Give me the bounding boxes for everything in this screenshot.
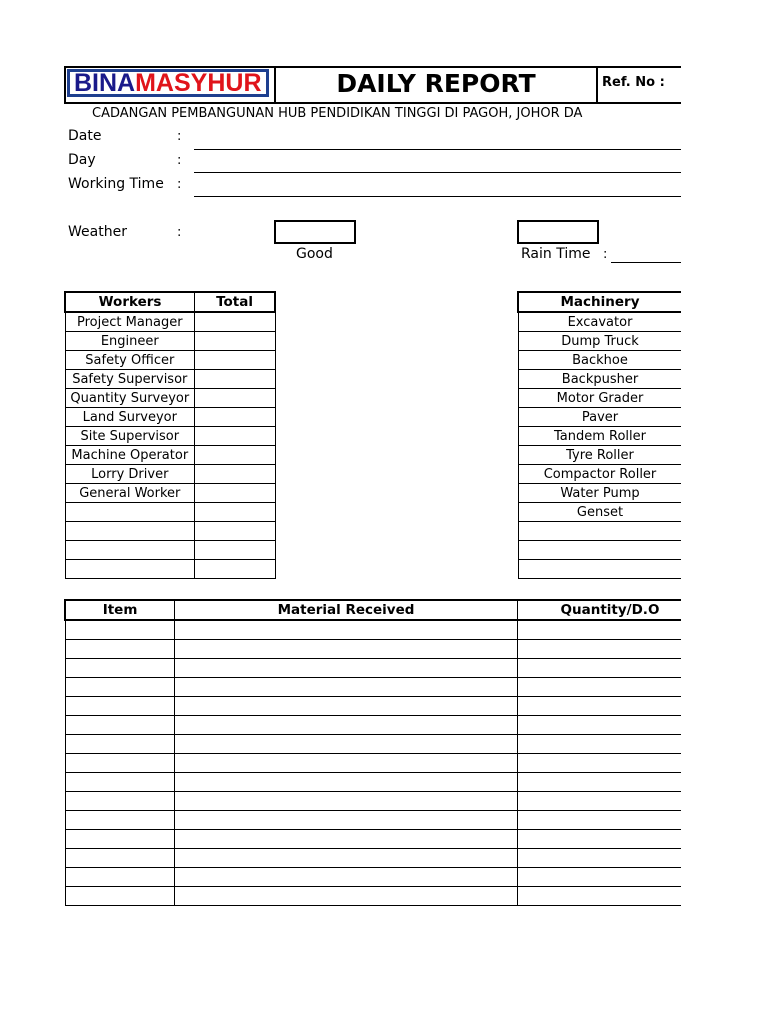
machinery-row [518,332,681,351]
worker-role-cell: Machine Operator [65,446,195,465]
date-field[interactable] [194,149,681,150]
machinery-row [518,446,681,465]
quantity-cell[interactable] [517,659,681,678]
workers-row [65,560,275,579]
item-cell[interactable] [65,868,175,887]
weather-good-label: Good [296,246,333,262]
quantity-cell[interactable] [517,773,681,792]
worker-total-cell[interactable] [195,560,275,579]
machinery-row [518,484,681,503]
material-cell[interactable] [175,887,518,906]
day-field[interactable] [194,172,681,173]
worker-role-cell: Site Supervisor [65,427,195,446]
material-row [65,735,681,754]
material-table [64,599,681,906]
item-cell[interactable] [65,697,175,716]
material-cell[interactable] [175,640,518,659]
machinery-row [518,351,681,370]
quantity-cell[interactable] [517,811,681,830]
workers-row [65,427,275,446]
worker-total-cell[interactable] [195,427,275,446]
worker-role-cell: Quantity Surveyor [65,389,195,408]
machinery-header: Machinery [518,292,681,312]
material-row [65,868,681,887]
workers-row [65,370,275,389]
quantity-cell[interactable] [517,754,681,773]
weather-good-checkbox[interactable] [274,220,356,244]
material-row [65,792,681,811]
item-cell[interactable] [65,811,175,830]
quantity-cell[interactable] [517,735,681,754]
material-row [65,659,681,678]
quantity-cell[interactable] [517,620,681,640]
machinery-cell: Paver [518,408,681,427]
machinery-row [518,389,681,408]
quantity-cell[interactable] [517,792,681,811]
workers-row [65,446,275,465]
machinery-cell: Backhoe [518,351,681,370]
material-cell[interactable] [175,678,518,697]
worker-total-cell[interactable] [195,522,275,541]
material-row [65,754,681,773]
working-time-field[interactable] [194,196,681,197]
workers-row [65,541,275,560]
quantity-cell[interactable] [517,849,681,868]
machinery-cell: Water Pump [518,484,681,503]
material-row [65,620,681,640]
worker-role-cell: Land Surveyor [65,408,195,427]
workers-row [65,503,275,522]
quantity-cell[interactable] [517,716,681,735]
machinery-cell: Dump Truck [518,332,681,351]
material-cell[interactable] [175,697,518,716]
quantity-cell[interactable] [517,678,681,697]
workers-header-row [65,292,275,312]
workers-row [65,351,275,370]
item-cell[interactable] [65,849,175,868]
material-cell[interactable] [175,811,518,830]
worker-role-cell: General Worker [65,484,195,503]
machinery-row [518,427,681,446]
rain-time-colon: : [603,247,608,262]
machinery-row [518,465,681,484]
quantity-cell[interactable] [517,868,681,887]
workers-row [65,465,275,484]
machinery-table [517,291,681,579]
workers-row [65,408,275,427]
machinery-cell: Tandem Roller [518,427,681,446]
item-cell[interactable] [65,792,175,811]
machinery-cell: Tyre Roller [518,446,681,465]
material-row [65,830,681,849]
workers-row [65,522,275,541]
logo-text-masyhur: MASYHUR [135,69,262,97]
company-logo [67,69,269,97]
material-cell[interactable] [175,659,518,678]
date-label: Date [68,128,102,144]
machinery-row [518,312,681,332]
material-cell[interactable] [175,792,518,811]
machinery-cell [518,560,681,579]
material-row [65,678,681,697]
worker-total-cell[interactable] [195,541,275,560]
quantity-do-header: Quantity/D.O [517,600,681,620]
item-cell[interactable] [65,678,175,697]
worker-total-cell[interactable] [195,465,275,484]
material-cell[interactable] [175,868,518,887]
material-row [65,716,681,735]
material-cell[interactable] [175,830,518,849]
workers-row [65,332,275,351]
material-row [65,773,681,792]
total-header: Total [195,292,275,312]
material-row [65,811,681,830]
workers-row [65,484,275,503]
machinery-cell: Compactor Roller [518,465,681,484]
weather-label: Weather [68,224,127,240]
item-cell[interactable] [65,640,175,659]
worker-role-cell [65,560,195,579]
machinery-header-row [518,292,681,312]
day-label: Day [68,152,96,168]
material-row [65,640,681,659]
quantity-cell[interactable] [517,697,681,716]
date-colon: : [177,129,182,144]
workers-row [65,312,275,332]
weather-rain-checkbox[interactable] [517,220,599,244]
machinery-cell: Excavator [518,312,681,332]
day-colon: : [177,153,182,168]
worker-role-cell: Lorry Driver [65,465,195,484]
machinery-row [518,370,681,389]
worker-role-cell: Safety Officer [65,351,195,370]
item-cell[interactable] [65,716,175,735]
item-cell[interactable] [65,754,175,773]
worker-role-cell [65,522,195,541]
worker-total-cell[interactable] [195,332,275,351]
item-cell[interactable] [65,887,175,906]
worker-role-cell: Safety Supervisor [65,370,195,389]
machinery-cell: Genset [518,503,681,522]
weather-colon: : [177,225,182,240]
material-cell[interactable] [175,735,518,754]
worker-total-cell[interactable] [195,370,275,389]
material-row [65,887,681,906]
material-received-header: Material Received [175,600,518,620]
worker-role-cell: Engineer [65,332,195,351]
rain-time-field[interactable] [611,262,681,263]
worker-total-cell[interactable] [195,408,275,427]
machinery-row [518,503,681,522]
material-header-row [65,600,681,620]
item-cell[interactable] [65,620,175,640]
worker-total-cell[interactable] [195,351,275,370]
material-cell[interactable] [175,620,518,640]
page-title: DAILY REPORT [276,66,598,104]
machinery-row [518,560,681,579]
quantity-cell[interactable] [517,887,681,906]
workers-header: Workers [65,292,195,312]
worker-role-cell [65,541,195,560]
workers-table [64,291,276,579]
material-cell[interactable] [175,754,518,773]
material-row [65,849,681,868]
machinery-row [518,522,681,541]
item-cell[interactable] [65,659,175,678]
quantity-cell[interactable] [517,640,681,659]
machinery-cell [518,541,681,560]
quantity-cell[interactable] [517,830,681,849]
project-title: CADANGAN PEMBANGUNAN HUB PENDIDIKAN TINGGI DI PAGOH, JOHOR DA [92,106,583,121]
worker-total-cell[interactable] [195,484,275,503]
worker-total-cell[interactable] [195,503,275,522]
item-cell[interactable] [65,735,175,754]
material-row [65,697,681,716]
machinery-row [518,408,681,427]
worker-role-cell: Project Manager [65,312,195,332]
item-cell[interactable] [65,773,175,792]
rain-time-label: Rain Time [521,246,591,262]
item-cell[interactable] [65,830,175,849]
material-cell[interactable] [175,773,518,792]
machinery-cell: Backpusher [518,370,681,389]
logo-cell [64,66,276,104]
worker-role-cell [65,503,195,522]
worker-total-cell[interactable] [195,312,275,332]
material-cell[interactable] [175,849,518,868]
item-header: Item [65,600,175,620]
machinery-cell: Motor Grader [518,389,681,408]
logo-text-bina: BINA [74,69,136,97]
working-time-colon: : [177,177,182,192]
worker-total-cell[interactable] [195,389,275,408]
workers-row [65,389,275,408]
material-cell[interactable] [175,716,518,735]
machinery-row [518,541,681,560]
worker-total-cell[interactable] [195,446,275,465]
machinery-cell [518,522,681,541]
working-time-label: Working Time [68,176,164,192]
ref-no-label: Ref. No : [602,75,665,90]
